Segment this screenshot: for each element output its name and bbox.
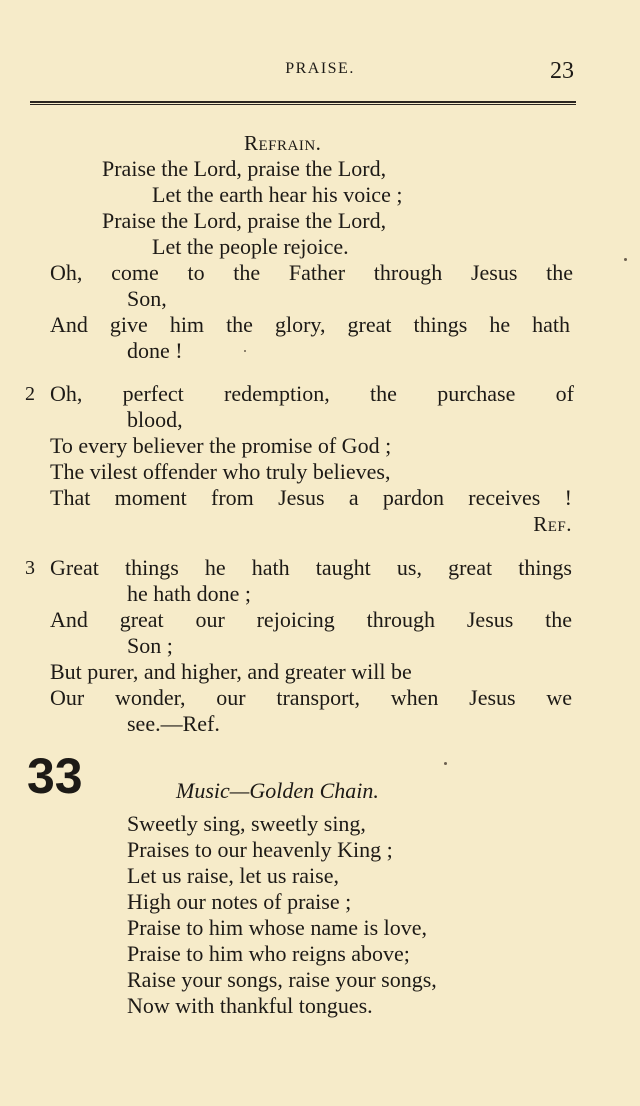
paper-speck [624, 258, 627, 261]
paper-speck [444, 762, 447, 765]
verse-line: Our wonder, our transport, when Jesus we [50, 685, 572, 710]
running-header-title: PRAISE. [285, 60, 355, 77]
verse-line: Great things he hath taught us, great things [50, 555, 572, 580]
verse-line: That moment from Jesus a pardon receives ! [50, 485, 572, 510]
verse-line: And great our rejoicing through Jesus the [50, 607, 572, 632]
hymn-line: Praises to our heavenly King ; [127, 837, 393, 862]
verse-line: But purer, and higher, and greater will be [50, 659, 412, 684]
hymn-line: Let us raise, let us raise, [127, 863, 339, 888]
hymn-line: Praise to him who reigns above; [127, 941, 410, 966]
verse-line: blood, [127, 407, 183, 432]
header-rule [30, 101, 576, 103]
hymn-line: Sweetly sing, sweetly sing, [127, 811, 366, 836]
verse-number: 3 [25, 557, 35, 579]
refrain-line: Son, [127, 286, 167, 311]
hymn-line: Praise to him whose name is love, [127, 915, 428, 940]
refrain-reference: Ref. [533, 512, 572, 536]
refrain-heading: Refrain. [244, 131, 322, 155]
verse-line: see.—Ref. [127, 711, 220, 736]
refrain-line: Let the people rejoice. [152, 234, 349, 259]
refrain-line: Praise the Lord, praise the Lord, [102, 208, 387, 233]
page-number: 23 [550, 58, 574, 84]
verse-line: Son ; [127, 633, 173, 658]
refrain-line: Oh, come to the Father through Jesus the [50, 260, 573, 285]
refrain-line: And give him the glory, great things he hath [50, 312, 570, 337]
verse-line: Oh, perfect redemption, the purchase of [50, 381, 574, 406]
hymn-line: High our notes of praise ; [127, 889, 352, 914]
hymn-line: Raise your songs, raise your songs, [127, 967, 437, 992]
verse-line: The vilest offender who truly believes, [50, 459, 391, 484]
hymn-number: 33 [27, 748, 83, 804]
refrain-line: done ! [127, 338, 183, 363]
refrain-line: Praise the Lord, praise the Lord, [102, 156, 387, 181]
tune-name: Music—Golden Chain. [176, 778, 379, 803]
hymn-line: Now with thankful tongues. [127, 993, 373, 1018]
refrain-line: Let the earth hear his voice ; [152, 182, 403, 207]
paper-speck [244, 350, 246, 352]
verse-line: he hath done ; [127, 581, 252, 606]
header-rule-thin [30, 104, 576, 105]
verse-line: To every believer the promise of God ; [50, 433, 392, 458]
verse-number: 2 [25, 383, 35, 405]
